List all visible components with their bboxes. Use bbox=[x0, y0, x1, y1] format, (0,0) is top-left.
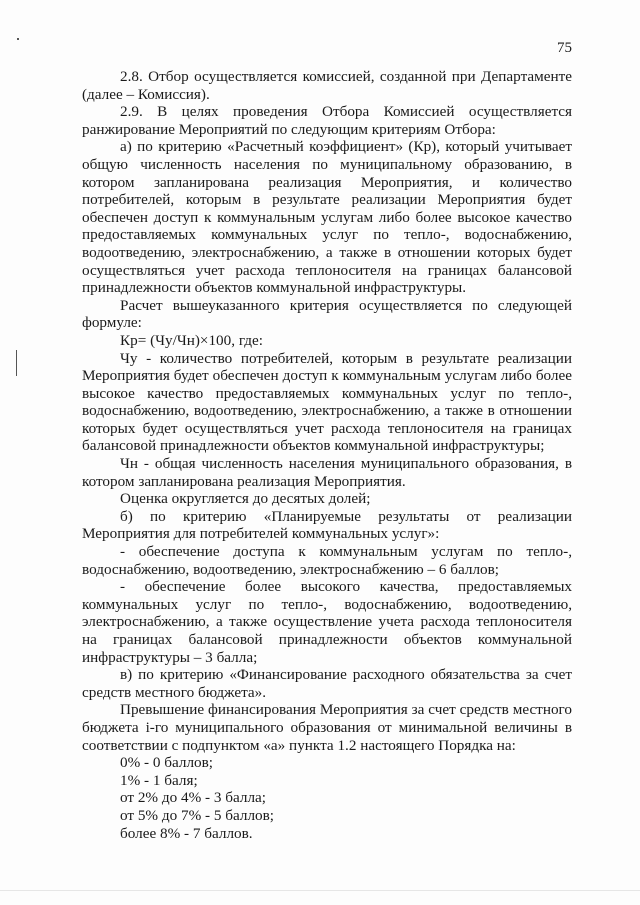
score-item-2: от 2% до 4% - 3 балла; bbox=[120, 789, 266, 807]
scan-speck bbox=[17, 38, 19, 40]
criterion-b: б) по критерию «Планируемые результаты от реализации Мероприятия для потребителей коммунальных услуг»: bbox=[82, 507, 572, 543]
document-body bbox=[82, 68, 572, 842]
page-number: 75 bbox=[557, 40, 572, 56]
scan-line bbox=[16, 350, 17, 376]
definition-chn: Чн - общая численность населения муниципального образования, в котором запланирована реализация Мероприятия. bbox=[82, 455, 572, 490]
criterion-c: в) по критерию «Финансирование расходного обязательства за счет средств местного бюджета». bbox=[82, 666, 572, 701]
score-item-3: от 5% до 7% - 5 баллов; bbox=[120, 806, 275, 824]
scan-edge bbox=[0, 890, 640, 891]
paragraph-2-9: 2.9. В целях проведения Отбора Комиссией осуществляется ранжирование Мероприятий по следующим критериям Отбора: bbox=[82, 103, 572, 138]
score-item-4: более 8% - 7 баллов. bbox=[120, 824, 253, 842]
score-item-1: 1% - 1 баля; bbox=[120, 771, 198, 789]
score-item-0: 0% - 0 баллов; bbox=[120, 754, 214, 772]
paragraph-2-8: 2.8. Отбор осуществляется комиссией, созданной при Департаменте (далее – Комиссия). bbox=[82, 68, 572, 103]
criterion-a: а) по критерию «Расчетный коэффициент» (Кр), который учитывает общую численность населения по муниципальному образованию, в котором запланирована реализация Мероприятия, и количество потребителей, которым в результате реализации Мероприятия будет обеспечен доступ к коммунальным услугам либо более высокое качество предоставляемых коммунальных услуг по тепло-, водоснабжению, водоотведению, электроснабжению, а также в отношении которых будет осуществляться учет расхода теплоносителя на границах балансовой принадлежности объектов коммунальной инфраструктуры. bbox=[82, 138, 572, 297]
definition-chu: Чу - количество потребителей, которым в результате реализации Мероприятия будет обеспечен доступ к коммунальным услугам либо более высокое качество предоставляемых коммунальных услуг по тепло-, водоснабжению, водоотведению, электроснабжению, а также в отношении которых будет осуществляться учет расхода теплоносителя на границах балансовой принадлежности объектов коммунальной инфраструктуры; bbox=[82, 349, 572, 455]
rounding-note: Оценка округляется до десятых долей; bbox=[120, 490, 371, 508]
formula: Кр= (Чу/Чн)×100, где: bbox=[120, 331, 263, 349]
criterion-b-item-2: - обеспечение более высокого качества, предоставляемых коммунальных услуг по тепло-, водоснабжению, водоотведению, электроснабжению, а также осуществление учета расхода теплоносителя на границах балансовой принадлежности объектов коммунальной инфраструктуры – 3 балла; bbox=[82, 578, 572, 666]
criterion-b-item-1: - обеспечение доступа к коммунальным услугам по тепло-, водоснабжению, водоотведению, электроснабжению – 6 баллов; bbox=[82, 543, 572, 578]
formula-intro: Расчет вышеуказанного критерия осуществляется по следующей формуле: bbox=[82, 296, 572, 332]
excess-financing: Превышение финансирования Мероприятия за счет средств местного бюджета i-го муниципального образования от минимальной величины в соответствии с подпунктом «а» пункта 1.2 настоящего Порядка на: bbox=[82, 701, 572, 754]
